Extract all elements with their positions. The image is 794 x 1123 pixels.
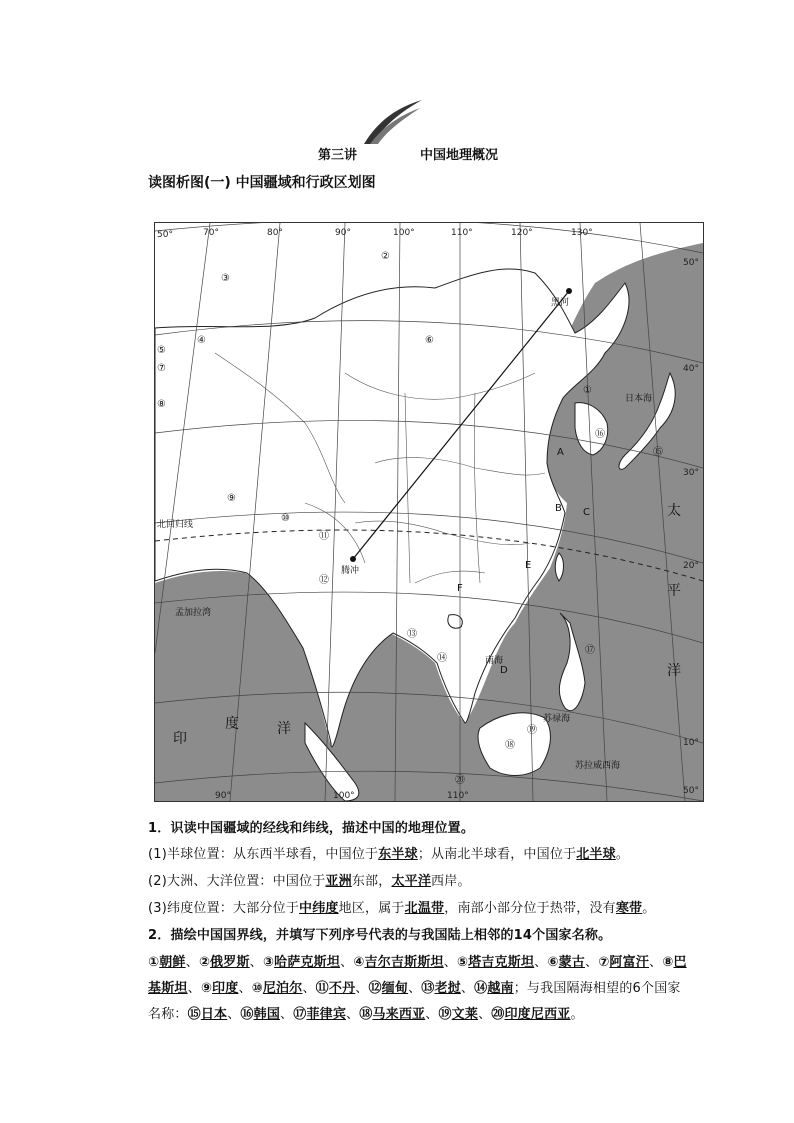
text: 。 xyxy=(570,1007,584,1022)
text: (2)大洲、大洋位置：中国位于 xyxy=(148,874,326,889)
section-title: 读图析图(一) 中国疆域和行政区划图 xyxy=(148,175,376,191)
ocean-label: 太 xyxy=(667,503,681,519)
neighbor-country-name: 巴基斯坦 xyxy=(148,955,687,996)
letter-d: D xyxy=(500,665,508,676)
lon-label: 70° xyxy=(203,228,219,238)
lon-label: 110° xyxy=(451,228,473,238)
tropic-label: 北回归线 xyxy=(157,520,194,530)
neighbor-country-name: 朝鲜 xyxy=(159,955,186,970)
answer: 北半球 xyxy=(576,847,616,862)
lat-label: 50° xyxy=(157,230,173,240)
separator: 、 xyxy=(584,955,599,970)
lon-label: 90° xyxy=(335,228,351,238)
answer: 北温带 xyxy=(404,901,445,916)
separator: 、 xyxy=(302,981,316,996)
marker-19: ⑲ xyxy=(527,725,537,736)
question-1-part-1 xyxy=(148,842,629,868)
neighbor-number: ⑬ xyxy=(421,981,435,996)
marker-8: ⑧ xyxy=(157,399,166,410)
swoosh-logo-icon xyxy=(360,98,424,148)
lat-label: 20° xyxy=(683,561,699,571)
text: 地区，属于 xyxy=(338,901,405,916)
letter-a: A xyxy=(557,447,564,458)
marker-16: ⑯ xyxy=(595,429,605,440)
separator: 、 xyxy=(355,981,369,996)
marker-6: ⑥ xyxy=(425,335,434,346)
text: 。 xyxy=(642,901,656,916)
neighbor-country-name: 哈萨克斯坦 xyxy=(274,955,341,970)
heihe-point xyxy=(566,288,572,294)
place-label-tengchong: 腾冲 xyxy=(341,566,360,576)
separator: 、 xyxy=(649,955,663,970)
neighbor-country-name: 塔吉克斯坦 xyxy=(468,955,535,970)
neighbor-country-name: 越南 xyxy=(487,981,514,996)
neighbor-number: ⑧ xyxy=(662,955,674,970)
neighbor-country-name: 印度 xyxy=(212,981,239,996)
lat-label: 30° xyxy=(683,468,699,478)
marker-13: ⑬ xyxy=(407,629,417,640)
letter-b: B xyxy=(555,503,562,514)
sea-label: 苏禄海 xyxy=(543,714,571,724)
separator: 、 xyxy=(408,981,422,996)
separator: 、 xyxy=(534,955,548,970)
answer: 中纬度 xyxy=(299,901,339,916)
neighbor-number: ⑪ xyxy=(315,981,329,996)
separator: 、 xyxy=(425,1007,439,1022)
text: ；从南北半球看，中国位于 xyxy=(417,847,577,862)
lat-label: 50° xyxy=(683,258,699,268)
neighbor-number: ⑱ xyxy=(359,1007,373,1022)
lon-label: 100° xyxy=(333,791,355,801)
neighbor-country-name: 马来西亚 xyxy=(372,1007,426,1022)
neighbor-country-name: 阿富汗 xyxy=(609,955,650,970)
marker-20: ⑳ xyxy=(455,775,465,786)
ocean-label: 印 xyxy=(173,731,187,747)
tengchong-point xyxy=(350,556,356,562)
separator: 、 xyxy=(340,955,354,970)
neighbor-country-name: 俄罗斯 xyxy=(210,955,250,970)
separator: 、 xyxy=(187,981,201,996)
text: (3)纬度位置：大部分位于 xyxy=(148,901,300,916)
neighbor-number: ⑭ xyxy=(474,981,488,996)
separator: 、 xyxy=(185,955,199,970)
marker-10: ⑩ xyxy=(281,513,290,524)
marker-18: ⑱ xyxy=(505,740,515,751)
neighbor-country-name: 不丹 xyxy=(328,981,356,996)
answer: 寒带 xyxy=(615,901,643,916)
text: 。 xyxy=(615,847,630,862)
separator: 、 xyxy=(280,1007,294,1022)
neighbor-countries-answer xyxy=(148,950,688,1028)
ocean-label: 度 xyxy=(225,716,239,732)
lecture-title: 中国地理概况 xyxy=(420,148,499,163)
neighbor-number: ⑯ xyxy=(240,1007,254,1022)
neighbor-country-name: 蒙古 xyxy=(558,955,585,970)
neighbor-number: ⑩ xyxy=(251,981,263,996)
answer: 东半球 xyxy=(378,847,418,862)
ocean-label: 洋 xyxy=(277,721,291,737)
neighbor-country-name: 吉尔吉斯斯坦 xyxy=(364,955,444,970)
lon-label: 100° xyxy=(393,228,415,238)
marker-7: ⑦ xyxy=(157,363,166,374)
separator: 、 xyxy=(460,981,475,996)
answer: 太平洋 xyxy=(391,874,432,889)
neighbor-number: ② xyxy=(198,955,211,970)
separator: 、 xyxy=(227,1007,241,1022)
question-1-part-2 xyxy=(148,869,471,895)
neighbor-number: ⑤ xyxy=(456,955,469,970)
neighbor-number: ⑨ xyxy=(200,981,213,996)
ocean-label: 洋 xyxy=(667,663,681,679)
text: 西岸。 xyxy=(431,874,471,889)
marker-11: ⑪ xyxy=(319,531,329,542)
neighbor-country-name: 菲律宾 xyxy=(306,1007,347,1022)
marker-4: ④ xyxy=(197,335,206,346)
neighbor-number: ④ xyxy=(353,955,365,970)
neighbor-country-name: 文莱 xyxy=(451,1007,479,1022)
neighbor-number: ⑮ xyxy=(187,1007,201,1022)
separator: 、 xyxy=(238,981,252,996)
neighbor-country-name: 印度尼西亚 xyxy=(504,1007,571,1022)
place-label-heihe: 黑河 xyxy=(551,298,570,308)
china-territory-map xyxy=(154,222,704,802)
neighbor-country-name: 日本 xyxy=(200,1007,228,1022)
sea-label: 日本海 xyxy=(625,394,653,404)
lon-label: 90° xyxy=(215,791,231,801)
letter-e: E xyxy=(525,560,532,571)
separator: 、 xyxy=(249,955,263,970)
neighbor-number: ⑰ xyxy=(293,1007,307,1022)
marker-1: ① xyxy=(583,385,592,396)
neighbor-number: ⑦ xyxy=(598,955,610,970)
lon-label: 110° xyxy=(447,791,469,801)
marker-5: ⑤ xyxy=(157,345,166,356)
lat-label: 50° xyxy=(683,786,699,796)
lat-label: 10° xyxy=(683,738,699,748)
map-canvas xyxy=(155,223,703,801)
sea-label: 苏拉威西海 xyxy=(575,761,621,771)
marker-3: ③ xyxy=(221,273,230,284)
separator: 、 xyxy=(478,1007,492,1022)
marker-14: ⑭ xyxy=(437,653,447,664)
separator: 、 xyxy=(443,955,457,970)
marker-2: ② xyxy=(381,251,390,262)
text: (1)半球位置：从东西半球看，中国位于 xyxy=(148,847,379,862)
marker-9: ⑨ xyxy=(227,493,236,504)
question-2-title: 2．描绘中国国界线，并填写下列序号代表的与我国陆上相邻的14个国家名称。 xyxy=(148,928,612,943)
question-1-title: 1．识读中国疆域的经线和纬线，描述中国的地理位置。 xyxy=(148,821,475,836)
neighbor-number: ⑫ xyxy=(368,981,382,996)
text: ，南部小部分位于热带，没有 xyxy=(444,901,616,916)
neighbor-country-name: 韩国 xyxy=(253,1007,281,1022)
sea-label: 孟加拉湾 xyxy=(175,608,212,618)
text: 东部， xyxy=(351,874,392,889)
lon-label: 130° xyxy=(571,228,593,238)
lat-label: 40° xyxy=(683,364,699,374)
sea-neighbors-intro: ；与我国隔海相望的6个国家名称： xyxy=(148,981,681,1022)
marker-15: ⑮ xyxy=(653,447,663,458)
neighbor-country-name: 缅甸 xyxy=(381,981,409,996)
neighbor-number: ③ xyxy=(262,955,275,970)
marker-17: ⑰ xyxy=(585,645,595,656)
sea-label: 南海 xyxy=(485,656,504,666)
letter-f: F xyxy=(457,583,463,594)
neighbor-number: ⑳ xyxy=(491,1007,505,1022)
lecture-label: 第三讲 xyxy=(318,148,358,163)
letter-c: C xyxy=(583,507,590,518)
neighbor-number: ⑥ xyxy=(547,955,559,970)
separator: 、 xyxy=(346,1007,360,1022)
lon-label: 120° xyxy=(511,228,533,238)
marker-12: ⑫ xyxy=(319,575,329,586)
neighbor-country-name: 尼泊尔 xyxy=(262,981,303,996)
neighbor-number: ⑲ xyxy=(438,1007,452,1022)
ocean-label: 平 xyxy=(667,583,681,599)
neighbor-number: ① xyxy=(148,955,160,970)
neighbor-country-name: 老挝 xyxy=(434,981,461,996)
lon-label: 80° xyxy=(267,228,283,238)
question-1-part-3 xyxy=(148,896,655,922)
answer: 亚洲 xyxy=(325,874,352,889)
